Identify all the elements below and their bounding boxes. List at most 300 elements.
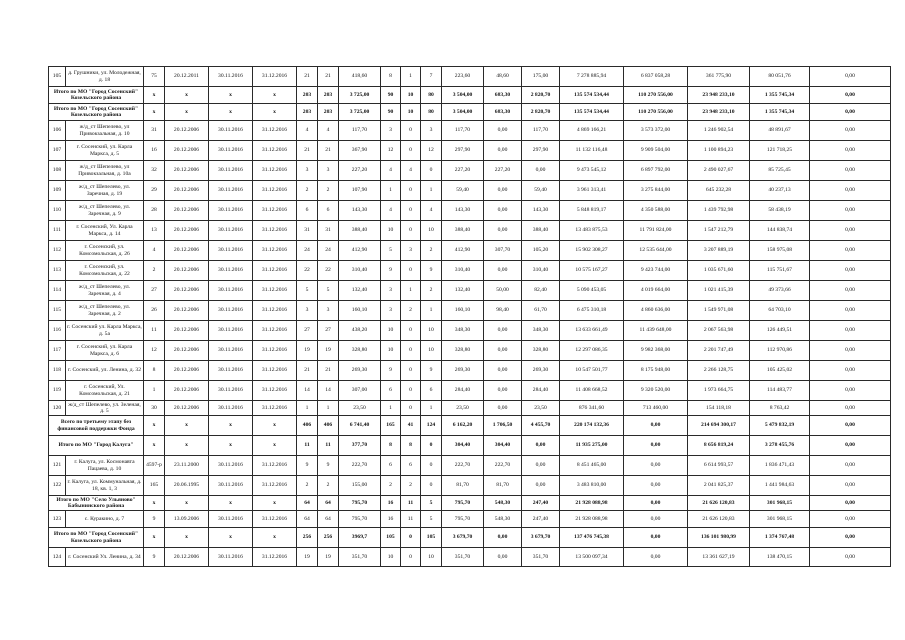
row-number: 111 (49, 221, 66, 241)
table-cell: 30.11.2016 (209, 301, 253, 321)
subtotal-cell: 10 (401, 104, 421, 121)
table-cell: 12 (144, 341, 165, 361)
subtotal-cell: 64 (318, 496, 339, 511)
subtotal-cell: 137 476 745,38 (560, 528, 624, 548)
table-cell: 30.11.2016 (209, 241, 253, 261)
table-cell: 20.12.2006 (165, 401, 209, 416)
subtotal-cell: 3 504,00 (442, 87, 484, 104)
subtotal-cell: x (253, 496, 297, 511)
subtotal-cell: 1 374 767,48 (750, 528, 810, 548)
subtotal-cell: 41 (401, 416, 421, 436)
table-cell: 10 (381, 321, 401, 341)
subtotal-cell: 5 479 832,19 (750, 416, 810, 436)
table-cell: 30.11.2016 (209, 456, 253, 476)
table-cell: 0 (401, 121, 421, 141)
row-number: 113 (49, 261, 66, 281)
table-cell: 1 (144, 381, 165, 401)
table-cell: 388,40 (442, 221, 484, 241)
table-cell: 12 535 644,00 (624, 241, 688, 261)
table-cell: 48,60 (484, 67, 522, 87)
table-cell: 2 067 563,98 (688, 321, 750, 341)
subtotal-cell: 247,40 (522, 496, 560, 511)
table-cell: 0,00 (624, 456, 688, 476)
table-cell: 6 (381, 381, 401, 401)
subtotal-label: Итого по МО "Город Сосенский" Козельского района (49, 104, 144, 121)
subtotal-cell: 214 694 300,17 (688, 416, 750, 436)
table-cell: 20.12.2006 (165, 381, 209, 401)
subtotal-cell: 11 (401, 496, 421, 511)
table-cell: 30.11.2016 (209, 511, 253, 528)
subtotal-cell: x (209, 528, 253, 548)
subtotal-cell: x (144, 416, 165, 436)
table-cell: 117,70 (522, 121, 560, 141)
subtotal-cell: 795,70 (339, 496, 381, 511)
table-cell: 0,00 (484, 201, 522, 221)
address-cell: с. Куракино, д. 7 (66, 511, 144, 528)
table-cell: 10 (421, 548, 442, 567)
table-cell: 59,40 (522, 181, 560, 201)
subtotal-cell: 683,30 (484, 104, 522, 121)
table-cell: 0,00 (810, 141, 891, 161)
table-cell: 98,40 (484, 301, 522, 321)
table-cell: 13 (144, 221, 165, 241)
subtotal-cell: 8 (381, 436, 401, 456)
table-cell: 81,70 (484, 476, 522, 496)
table-cell: 13 500 097,34 (560, 548, 624, 567)
table-cell: 23,50 (442, 401, 484, 416)
table-cell: 2 (318, 181, 339, 201)
row-number: 107 (49, 141, 66, 161)
subtotal-cell: x (144, 528, 165, 548)
table-row (49, 381, 891, 401)
table-cell: 20.12.2006 (165, 121, 209, 141)
table-cell: 10 (421, 221, 442, 241)
table-cell: 7 278 885,94 (560, 67, 624, 87)
register-table-body (49, 67, 891, 567)
table-cell: 30.11.2016 (209, 476, 253, 496)
table-cell: 1 035 671,60 (688, 261, 750, 281)
table-cell: 0,00 (810, 301, 891, 321)
table-cell: 16 (381, 511, 401, 528)
table-row (49, 548, 891, 567)
table-cell: 11 (401, 511, 421, 528)
table-cell: 9 423 744,00 (624, 261, 688, 281)
table-cell: 0,00 (484, 341, 522, 361)
table-cell: 1 100 894,23 (688, 141, 750, 161)
subtotal-cell: 0,00 (484, 528, 522, 548)
subtotal-row (49, 436, 891, 456)
table-cell: 0 (401, 201, 421, 221)
table-cell: 31.12.2016 (253, 281, 297, 301)
table-cell: 1 (381, 181, 401, 201)
address-cell: г. Сосенский Ул. Ленина, д. 34 (66, 548, 144, 567)
table-cell: 10 (421, 321, 442, 341)
subtotal-cell: 165 (381, 416, 401, 436)
table-cell: 30.11.2016 (209, 201, 253, 221)
table-cell: 80 051,76 (750, 67, 810, 87)
table-cell: 4 (297, 121, 318, 141)
subtotal-cell: 3 679,70 (442, 528, 484, 548)
table-cell: 31 (144, 121, 165, 141)
table-cell: 20.12.2006 (165, 281, 209, 301)
table-cell: 26 (144, 301, 165, 321)
table-cell: 19 (297, 341, 318, 361)
table-cell: 3 573 372,00 (624, 121, 688, 141)
table-cell: 2 266 128,75 (688, 361, 750, 381)
table-cell: 351,70 (442, 548, 484, 567)
table-cell: 247,40 (522, 511, 560, 528)
subtotal-cell: 795,70 (442, 496, 484, 511)
table-cell: 2 (401, 301, 421, 321)
table-cell: 9 320 520,00 (624, 381, 688, 401)
address-cell: г. Сосенский, Ул. Комсомольская, д. 21 (66, 381, 144, 401)
subtotal-cell: 548,30 (484, 496, 522, 511)
subtotal-cell: 6 162,20 (442, 416, 484, 436)
table-cell: 30.11.2016 (209, 281, 253, 301)
table-cell: 30.11.2016 (209, 161, 253, 181)
table-cell: 11 439 648,00 (624, 321, 688, 341)
table-cell: 6 (421, 381, 442, 401)
row-number: 115 (49, 301, 66, 321)
table-cell: 0 (421, 476, 442, 496)
table-cell: 0,00 (810, 67, 891, 87)
table-row (49, 261, 891, 281)
subtotal-cell: 0,00 (810, 496, 891, 511)
table-cell: 64 (318, 511, 339, 528)
table-cell: 20.12.2006 (165, 321, 209, 341)
subtotal-cell: 110 270 556,00 (624, 104, 688, 121)
table-cell: 12 297 086,35 (560, 341, 624, 361)
table-cell: 22 (297, 261, 318, 281)
table-cell: 4 (401, 161, 421, 181)
table-cell: 0,00 (810, 261, 891, 281)
table-cell: 297,90 (522, 141, 560, 161)
table-cell: 3 (318, 161, 339, 181)
table-cell: 30.11.2016 (209, 401, 253, 416)
table-cell: 105 425,02 (750, 361, 810, 381)
table-cell: 11 132 116,48 (560, 141, 624, 161)
table-row (49, 221, 891, 241)
table-row (49, 241, 891, 261)
table-cell: 438,20 (339, 321, 381, 341)
table-cell: 21 (297, 141, 318, 161)
table-cell: 7 (421, 67, 442, 87)
table-cell: 0,00 (810, 241, 891, 261)
table-cell: 284,40 (522, 381, 560, 401)
table-cell: 222,70 (442, 456, 484, 476)
table-cell: 2 041 825,37 (688, 476, 750, 496)
table-cell: 0,00 (810, 321, 891, 341)
subtotal-cell: 683,30 (484, 87, 522, 104)
table-cell: 20.12.2011 (165, 67, 209, 87)
table-cell: 9 473 545,12 (560, 161, 624, 181)
table-cell: 0,00 (810, 456, 891, 476)
table-cell: 227,20 (442, 161, 484, 181)
subtotal-cell: 3 278 455,76 (750, 436, 810, 456)
table-cell: 6 614 993,57 (688, 456, 750, 476)
subtotal-cell: 0 (421, 436, 442, 456)
subtotal-cell: x (253, 436, 297, 456)
table-cell: 64 703,10 (750, 301, 810, 321)
table-cell: 0,00 (624, 548, 688, 567)
table-cell: 6 (401, 456, 421, 476)
subtotal-cell: 124 (421, 416, 442, 436)
table-cell: 10 547 501,77 (560, 361, 624, 381)
table-cell: 49 373,66 (750, 281, 810, 301)
subtotal-label: Итого по МО "Город Сосенский" Козельского района (49, 87, 144, 104)
subtotal-row (49, 496, 891, 511)
table-cell: 307,00 (339, 381, 381, 401)
subtotal-cell: 3 679,70 (522, 528, 560, 548)
table-row (49, 141, 891, 161)
table-cell: 3 (381, 281, 401, 301)
subtotal-cell: 2 820,70 (522, 87, 560, 104)
table-cell: 5 (297, 281, 318, 301)
table-cell: 348,30 (442, 321, 484, 341)
table-cell: 0,00 (810, 401, 891, 416)
table-cell: 6 837 058,28 (624, 67, 688, 87)
table-cell: 12 (381, 141, 401, 161)
subtotal-cell: x (253, 104, 297, 121)
subtotal-cell: 304,40 (484, 436, 522, 456)
table-cell: 6 (297, 201, 318, 221)
row-number: 124 (49, 548, 66, 567)
table-cell: 22 (318, 261, 339, 281)
table-cell: 112 970,86 (750, 341, 810, 361)
table-cell: 10 575 167,27 (560, 261, 624, 281)
table-cell: 1 547 212,79 (688, 221, 750, 241)
table-cell: 19 (297, 548, 318, 567)
subtotal-cell: 23 948 233,10 (688, 87, 750, 104)
subtotal-cell: 16 (381, 496, 401, 511)
table-cell: 160,10 (442, 301, 484, 321)
table-cell: 361 775,90 (688, 67, 750, 87)
table-cell: 6 475 310,18 (560, 301, 624, 321)
row-number: 105 (49, 67, 66, 87)
subtotal-cell: 8 656 819,24 (688, 436, 750, 456)
table-cell: 31.12.2016 (253, 221, 297, 241)
address-cell: ж/д_ст Шепелево, ул. Зеленая, д. 5 (66, 401, 144, 416)
table-cell: 1 441 984,63 (750, 476, 810, 496)
table-cell: 388,40 (522, 221, 560, 241)
table-cell: 30.11.2016 (209, 141, 253, 161)
table-cell: 1 246 902,54 (688, 121, 750, 141)
subtotal-cell: x (165, 496, 209, 511)
table-cell: 9 (144, 511, 165, 528)
subtotal-cell: 80 (421, 104, 442, 121)
subtotal-cell: x (165, 436, 209, 456)
table-cell: 4 (381, 201, 401, 221)
row-number: 109 (49, 181, 66, 201)
table-cell: 132,40 (442, 281, 484, 301)
table-cell: 58 438,19 (750, 201, 810, 221)
table-cell: 30.11.2016 (209, 361, 253, 381)
table-cell: 144 838,74 (750, 221, 810, 241)
table-cell: 160,10 (339, 301, 381, 321)
table-cell: 0,00 (484, 361, 522, 381)
table-cell: 4597-р (144, 456, 165, 476)
table-cell: 31.12.2016 (253, 361, 297, 381)
row-number: 122 (49, 476, 66, 496)
table-cell: 713 460,00 (624, 401, 688, 416)
table-cell: 10 (381, 221, 401, 241)
table-cell: 30.11.2016 (209, 67, 253, 87)
subtotal-cell: x (253, 416, 297, 436)
subtotal-cell: 8 (401, 436, 421, 456)
row-number: 117 (49, 341, 66, 361)
table-row (49, 121, 891, 141)
table-cell: 8 451 465,00 (560, 456, 624, 476)
subtotal-cell: 0,00 (624, 496, 688, 511)
table-cell: 1 (421, 301, 442, 321)
table-cell: 12 (421, 141, 442, 161)
table-cell: 3 961 313,41 (560, 181, 624, 201)
table-cell: 31 (297, 221, 318, 241)
subtotal-cell: 0,00 (810, 528, 891, 548)
table-cell: 13 633 661,49 (560, 321, 624, 341)
address-cell: д. Грушники, ул. Молодежная, д. 18 (66, 67, 144, 87)
table-cell: 412,90 (339, 241, 381, 261)
subtotal-cell: 135 574 534,44 (560, 87, 624, 104)
table-cell: 3 (401, 241, 421, 261)
table-cell: 0,00 (522, 456, 560, 476)
address-cell: г. Сосенский, ул. Комсомольская, д. 22 (66, 261, 144, 281)
table-cell: 6 897 792,00 (624, 161, 688, 181)
table-cell: 31.12.2016 (253, 161, 297, 181)
table-cell: 138 470,15 (750, 548, 810, 567)
table-cell: 61,70 (522, 301, 560, 321)
table-row (49, 476, 891, 496)
table-cell: 4 019 664,00 (624, 281, 688, 301)
subtotal-cell: 23 948 233,10 (688, 104, 750, 121)
table-cell: 126 449,51 (750, 321, 810, 341)
table-cell: 0,00 (810, 121, 891, 141)
table-cell: 9 (381, 261, 401, 281)
table-cell: 0,00 (522, 161, 560, 181)
table-cell: 21 (318, 361, 339, 381)
subtotal-label: Итого по МО "Село Ульяново" Бабынинского района (49, 496, 144, 511)
table-cell: 0 (401, 381, 421, 401)
subtotal-cell: 105 (381, 528, 401, 548)
subtotal-cell: 0,00 (810, 416, 891, 436)
table-cell: 1 973 664,75 (688, 381, 750, 401)
table-cell: 115 751,67 (750, 261, 810, 281)
subtotal-cell: 90 (381, 104, 401, 121)
subtotal-cell: 203 (318, 87, 339, 104)
subtotal-cell: 2 820,70 (522, 104, 560, 121)
table-cell: 0,00 (810, 511, 891, 528)
table-cell: 269,30 (442, 361, 484, 381)
row-number: 120 (49, 401, 66, 416)
subtotal-row (49, 528, 891, 548)
table-cell: 11 791 824,00 (624, 221, 688, 241)
table-cell: 31.12.2016 (253, 201, 297, 221)
row-number: 121 (49, 456, 66, 476)
subtotal-label: Итого по МО "Город Сосенский" Козельского района (49, 528, 144, 548)
table-cell: 158 975,08 (750, 241, 810, 261)
table-cell: 2 490 027,67 (688, 161, 750, 181)
table-cell: 4 (421, 201, 442, 221)
table-cell: 412,90 (442, 241, 484, 261)
table-cell: 19 (318, 341, 339, 361)
table-cell: 23.11.2000 (165, 456, 209, 476)
table-cell: 3 (381, 301, 401, 321)
table-cell: 3 483 810,00 (560, 476, 624, 496)
subtotal-row (49, 104, 891, 121)
table-cell: 31.12.2016 (253, 301, 297, 321)
table-cell: 284,40 (442, 381, 484, 401)
table-cell: 3 (318, 301, 339, 321)
table-cell: 3 (381, 121, 401, 141)
row-number: 108 (49, 161, 66, 181)
table-cell: 0,00 (484, 381, 522, 401)
table-cell: 227,20 (339, 161, 381, 181)
table-cell: 418,60 (339, 67, 381, 87)
address-cell: ж/д_ст Шепелево, ул Привокзальная, д. 10 (66, 121, 144, 141)
table-cell: 1 439 792,98 (688, 201, 750, 221)
table-cell: 0,00 (810, 548, 891, 567)
subtotal-label: Итого по МО "Город Калуга" (49, 436, 144, 456)
table-cell: 222,70 (484, 456, 522, 476)
subtotal-cell: 0,00 (624, 416, 688, 436)
table-cell: 30.11.2016 (209, 381, 253, 401)
table-cell: 4 860 636,00 (624, 301, 688, 321)
subtotal-cell: 0,00 (624, 528, 688, 548)
table-cell: 21 (297, 67, 318, 87)
table-cell: 5 (381, 241, 401, 261)
subtotal-cell: x (165, 416, 209, 436)
table-cell: 3 275 844,00 (624, 181, 688, 201)
table-cell: 0,00 (810, 221, 891, 241)
address-cell: г. Сосенский, ул. Карла Маркса, д. 6 (66, 341, 144, 361)
subtotal-cell: x (165, 528, 209, 548)
table-cell: 8 (381, 67, 401, 87)
table-cell: 9 (297, 456, 318, 476)
table-cell: 2 (421, 281, 442, 301)
subtotal-cell: x (144, 436, 165, 456)
row-number: 118 (49, 361, 66, 381)
subtotal-cell: 1 355 745,34 (750, 104, 810, 121)
table-cell: 31.12.2016 (253, 476, 297, 496)
subtotal-cell: x (209, 416, 253, 436)
table-cell: 0,00 (810, 201, 891, 221)
table-cell: 27 (144, 281, 165, 301)
table-cell: 2 (401, 476, 421, 496)
table-cell: 19 (318, 548, 339, 567)
table-cell: 0,00 (810, 281, 891, 301)
subtotal-cell: 90 (381, 87, 401, 104)
table-cell: 0,00 (484, 401, 522, 416)
table-cell: 40 237,13 (750, 181, 810, 201)
table-cell: 0,00 (810, 161, 891, 181)
table-cell: 31.12.2016 (253, 261, 297, 281)
table-cell: 30.11.2016 (209, 321, 253, 341)
table-cell: 155,00 (339, 476, 381, 496)
table-cell: 1 549 971,08 (688, 301, 750, 321)
table-cell: 0 (421, 456, 442, 476)
table-cell: 75 (144, 67, 165, 87)
table-cell: 0,00 (624, 511, 688, 528)
table-cell: 328,80 (339, 341, 381, 361)
table-cell: 21 (318, 67, 339, 87)
table-cell: 5 848 819,17 (560, 201, 624, 221)
subtotal-cell: 21 928 088,98 (560, 496, 624, 511)
subtotal-cell: 0,00 (810, 87, 891, 104)
table-cell: 132,40 (339, 281, 381, 301)
table-cell: 20.12.2006 (165, 261, 209, 281)
table-cell: 165 (144, 476, 165, 496)
table-cell: 8 763,42 (750, 401, 810, 416)
